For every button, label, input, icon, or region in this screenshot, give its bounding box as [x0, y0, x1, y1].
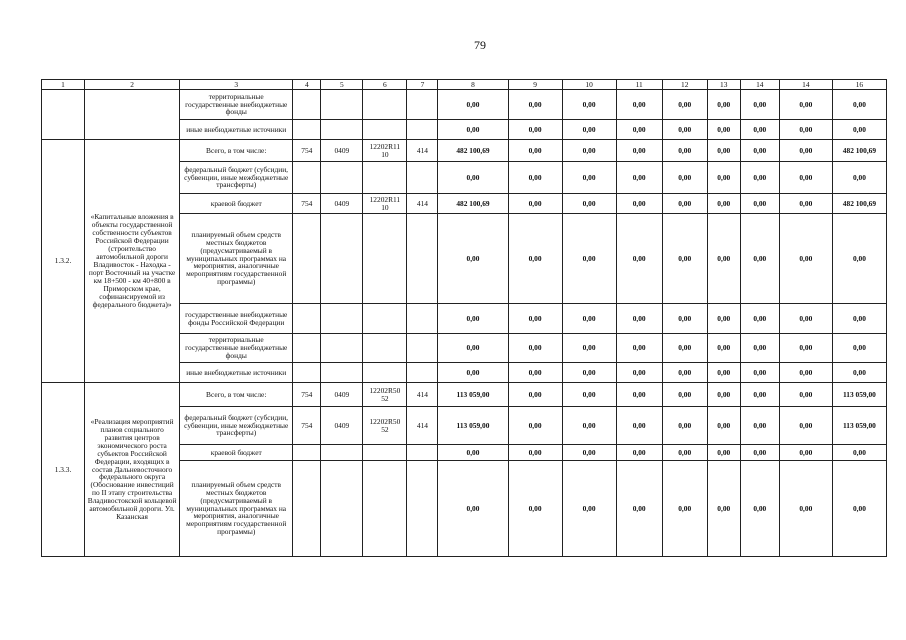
item-description: «Капитальные вложения в объекты государственной собственности субъектов Российской Федерации (строительство автомобильной дороги Владивосток - Находка - порт Восточный на участке км 18+500 - км 40+800 в Приморском крае, софинансируемой из федерального бюджета)»: [85, 140, 180, 383]
ministry-code: 754: [293, 140, 321, 162]
amount-cell: 0,00: [779, 304, 832, 334]
amount-cell: 0,00: [438, 120, 508, 140]
section-code: [321, 90, 363, 120]
ministry-code: [293, 334, 321, 363]
column-number-row: [42, 80, 887, 90]
funding-source: Всего, в том числе:: [180, 383, 293, 407]
expense-type-code: [407, 363, 438, 383]
amount-cell: 482 100,69: [438, 194, 508, 214]
amount-cell: 0,00: [438, 214, 508, 304]
funding-source: территориальные государственные внебюджетные фонды: [180, 90, 293, 120]
target-article-code: [363, 120, 407, 140]
amount-cell: 0,00: [508, 90, 562, 120]
section-code: [321, 120, 363, 140]
amount-cell: 0,00: [740, 407, 779, 445]
amount-cell: 0,00: [438, 363, 508, 383]
amount-cell: 0,00: [616, 120, 662, 140]
amount-cell: 113 059,00: [438, 383, 508, 407]
amount-cell: 0,00: [508, 334, 562, 363]
amount-cell: 0,00: [562, 214, 616, 304]
amount-cell: 0,00: [707, 194, 740, 214]
amount-cell: 482 100,69: [832, 194, 886, 214]
expense-type-code: [407, 90, 438, 120]
amount-cell: 0,00: [508, 162, 562, 194]
column-header: 13: [707, 80, 740, 90]
section-code: [321, 304, 363, 334]
amount-cell: 0,00: [438, 304, 508, 334]
amount-cell: 113 059,00: [832, 383, 886, 407]
expense-type-code: [407, 445, 438, 461]
amount-cell: 0,00: [438, 334, 508, 363]
amount-cell: 113 059,00: [438, 407, 508, 445]
amount-cell: 0,00: [616, 407, 662, 445]
column-header: 8: [438, 80, 508, 90]
amount-cell: 0,00: [779, 214, 832, 304]
expense-type-code: [407, 120, 438, 140]
amount-cell: 0,00: [832, 90, 886, 120]
funding-source: краевой бюджет: [180, 445, 293, 461]
amount-cell: 0,00: [508, 407, 562, 445]
expense-type-code: 414: [407, 194, 438, 214]
expense-type-code: 414: [407, 140, 438, 162]
expense-type-code: 414: [407, 407, 438, 445]
column-header: 6: [363, 80, 407, 90]
amount-cell: 0,00: [740, 334, 779, 363]
column-header: 5: [321, 80, 363, 90]
amount-cell: 0,00: [832, 162, 886, 194]
ministry-code: 754: [293, 407, 321, 445]
amount-cell: 0,00: [707, 334, 740, 363]
amount-cell: 0,00: [562, 407, 616, 445]
section-code: [321, 461, 363, 557]
amount-cell: 0,00: [779, 140, 832, 162]
amount-cell: 0,00: [562, 90, 616, 120]
amount-cell: 0,00: [562, 304, 616, 334]
amount-cell: 0,00: [779, 334, 832, 363]
amount-cell: 0,00: [562, 120, 616, 140]
amount-cell: 0,00: [707, 120, 740, 140]
funding-source: федеральный бюджет (субсидии, субвенции, иные межбюджетные трансферты): [180, 407, 293, 445]
funding-source: иные внебюджетные источники: [180, 363, 293, 383]
amount-cell: 0,00: [562, 363, 616, 383]
amount-cell: 0,00: [707, 162, 740, 194]
amount-cell: 0,00: [707, 461, 740, 557]
section-code: [321, 334, 363, 363]
amount-cell: 0,00: [740, 140, 779, 162]
amount-cell: 0,00: [508, 304, 562, 334]
target-article-code: 12202R50 52: [363, 407, 407, 445]
ministry-code: 754: [293, 194, 321, 214]
amount-cell: 0,00: [438, 162, 508, 194]
amount-cell: 0,00: [438, 90, 508, 120]
amount-cell: 0,00: [662, 407, 707, 445]
target-article-code: [363, 461, 407, 557]
table-row: [42, 383, 887, 407]
target-article-code: [363, 363, 407, 383]
amount-cell: 0,00: [740, 304, 779, 334]
amount-cell: 0,00: [832, 461, 886, 557]
amount-cell: 0,00: [707, 214, 740, 304]
amount-cell: 0,00: [662, 383, 707, 407]
amount-cell: 0,00: [707, 304, 740, 334]
amount-cell: 0,00: [508, 383, 562, 407]
ministry-code: 754: [293, 383, 321, 407]
amount-cell: 0,00: [616, 383, 662, 407]
target-article-code: 12202R11 10: [363, 140, 407, 162]
column-header: 4: [293, 80, 321, 90]
amount-cell: 0,00: [616, 214, 662, 304]
item-number: [42, 90, 85, 140]
expense-type-code: [407, 304, 438, 334]
table-row: [42, 140, 887, 162]
funding-source: планируемый объем средств местных бюджетов (предусматриваемый в муниципальных программах на мероприятия, аналогичные мероприятиям государственной программы): [180, 461, 293, 557]
amount-cell: 0,00: [508, 214, 562, 304]
amount-cell: 0,00: [779, 194, 832, 214]
amount-cell: 0,00: [616, 461, 662, 557]
amount-cell: 0,00: [662, 445, 707, 461]
amount-cell: 0,00: [508, 461, 562, 557]
ministry-code: [293, 363, 321, 383]
amount-cell: 0,00: [662, 363, 707, 383]
section-code: 0409: [321, 140, 363, 162]
column-header: 16: [832, 80, 886, 90]
section-code: 0409: [321, 407, 363, 445]
ministry-code: [293, 162, 321, 194]
amount-cell: 0,00: [779, 383, 832, 407]
amount-cell: 0,00: [779, 363, 832, 383]
column-header: 14: [740, 80, 779, 90]
amount-cell: 0,00: [832, 363, 886, 383]
amount-cell: 0,00: [616, 445, 662, 461]
amount-cell: 0,00: [740, 383, 779, 407]
item-description: [85, 90, 180, 140]
target-article-code: [363, 214, 407, 304]
ministry-code: [293, 461, 321, 557]
ministry-code: [293, 120, 321, 140]
amount-cell: 0,00: [707, 383, 740, 407]
amount-cell: 0,00: [779, 90, 832, 120]
amount-cell: 0,00: [562, 162, 616, 194]
amount-cell: 0,00: [662, 194, 707, 214]
amount-cell: 0,00: [616, 162, 662, 194]
amount-cell: 0,00: [662, 120, 707, 140]
ministry-code: [293, 214, 321, 304]
expense-type-code: [407, 334, 438, 363]
funding-source: планируемый объем средств местных бюджетов (предусматриваемый в муниципальных программах на мероприятия, аналогичные мероприятиям государственной программы): [180, 214, 293, 304]
amount-cell: 0,00: [438, 461, 508, 557]
amount-cell: 0,00: [562, 461, 616, 557]
funding-source: краевой бюджет: [180, 194, 293, 214]
amount-cell: 0,00: [779, 461, 832, 557]
target-article-code: [363, 162, 407, 194]
target-article-code: 12202R11 10: [363, 194, 407, 214]
amount-cell: 0,00: [740, 194, 779, 214]
column-header: 2: [85, 80, 180, 90]
amount-cell: 0,00: [779, 162, 832, 194]
amount-cell: 0,00: [562, 334, 616, 363]
amount-cell: 0,00: [740, 363, 779, 383]
amount-cell: 0,00: [832, 214, 886, 304]
target-article-code: [363, 445, 407, 461]
amount-cell: 0,00: [707, 140, 740, 162]
column-header: 11: [616, 80, 662, 90]
amount-cell: 0,00: [740, 90, 779, 120]
section-code: 0409: [321, 194, 363, 214]
amount-cell: 0,00: [832, 304, 886, 334]
column-header: 7: [407, 80, 438, 90]
funding-source: федеральный бюджет (субсидии, субвенции, иные межбюджетные трансферты): [180, 162, 293, 194]
amount-cell: 0,00: [740, 461, 779, 557]
item-description: «Реализация мероприятий планов социального развития центров экономического роста субъектов Российской Федерации, входящих в состав Дальневосточного федерального округа (Обоснование инвестиций по II этапу строительства Владивостокской кольцевой автомобильной дороги. Ул. Казанская: [85, 383, 180, 557]
amount-cell: 0,00: [707, 445, 740, 461]
amount-cell: 0,00: [438, 445, 508, 461]
amount-cell: 0,00: [508, 140, 562, 162]
amount-cell: 0,00: [562, 445, 616, 461]
amount-cell: 0,00: [508, 445, 562, 461]
funding-source: иные внебюджетные источники: [180, 120, 293, 140]
amount-cell: 0,00: [662, 334, 707, 363]
amount-cell: 0,00: [508, 120, 562, 140]
amount-cell: 0,00: [740, 120, 779, 140]
amount-cell: 0,00: [779, 120, 832, 140]
amount-cell: 0,00: [832, 120, 886, 140]
amount-cell: 0,00: [662, 140, 707, 162]
amount-cell: 0,00: [662, 162, 707, 194]
column-header: 1: [42, 80, 85, 90]
column-header: 9: [508, 80, 562, 90]
amount-cell: 0,00: [662, 90, 707, 120]
amount-cell: 0,00: [707, 90, 740, 120]
amount-cell: 0,00: [662, 461, 707, 557]
target-article-code: [363, 304, 407, 334]
amount-cell: 0,00: [740, 214, 779, 304]
funding-source: территориальные государственные внебюджетные фонды: [180, 334, 293, 363]
amount-cell: 0,00: [832, 445, 886, 461]
amount-cell: 0,00: [707, 363, 740, 383]
section-code: 0409: [321, 383, 363, 407]
column-header: 10: [562, 80, 616, 90]
amount-cell: 0,00: [779, 407, 832, 445]
ministry-code: [293, 445, 321, 461]
amount-cell: 0,00: [779, 445, 832, 461]
amount-cell: 0,00: [740, 445, 779, 461]
budget-table: [41, 79, 887, 557]
page-number: 79: [474, 38, 486, 52]
section-code: [321, 445, 363, 461]
section-code: [321, 363, 363, 383]
amount-cell: 0,00: [616, 334, 662, 363]
expense-type-code: [407, 214, 438, 304]
amount-cell: 0,00: [508, 363, 562, 383]
target-article-code: 12202R50 52: [363, 383, 407, 407]
amount-cell: 0,00: [616, 363, 662, 383]
expense-type-code: 414: [407, 383, 438, 407]
amount-cell: 0,00: [740, 162, 779, 194]
amount-cell: 0,00: [616, 90, 662, 120]
ministry-code: [293, 304, 321, 334]
amount-cell: 0,00: [616, 304, 662, 334]
amount-cell: 113 059,00: [832, 407, 886, 445]
expense-type-code: [407, 162, 438, 194]
amount-cell: 482 100,69: [438, 140, 508, 162]
section-code: [321, 162, 363, 194]
item-number: 1.3.3.: [42, 383, 85, 557]
amount-cell: 0,00: [662, 214, 707, 304]
column-header: 12: [662, 80, 707, 90]
section-code: [321, 214, 363, 304]
table-row: [42, 90, 887, 120]
amount-cell: 482 100,69: [832, 140, 886, 162]
expense-type-code: [407, 461, 438, 557]
target-article-code: [363, 334, 407, 363]
amount-cell: 0,00: [562, 140, 616, 162]
amount-cell: 0,00: [562, 194, 616, 214]
amount-cell: 0,00: [707, 407, 740, 445]
amount-cell: 0,00: [832, 334, 886, 363]
amount-cell: 0,00: [616, 140, 662, 162]
amount-cell: 0,00: [616, 194, 662, 214]
funding-source: государственные внебюджетные фонды Российской Федерации: [180, 304, 293, 334]
column-header: 3: [180, 80, 293, 90]
target-article-code: [363, 90, 407, 120]
amount-cell: 0,00: [662, 304, 707, 334]
ministry-code: [293, 90, 321, 120]
item-number: 1.3.2.: [42, 140, 85, 383]
column-header: 14: [779, 80, 832, 90]
amount-cell: 0,00: [562, 383, 616, 407]
funding-source: Всего, в том числе:: [180, 140, 293, 162]
amount-cell: 0,00: [508, 194, 562, 214]
